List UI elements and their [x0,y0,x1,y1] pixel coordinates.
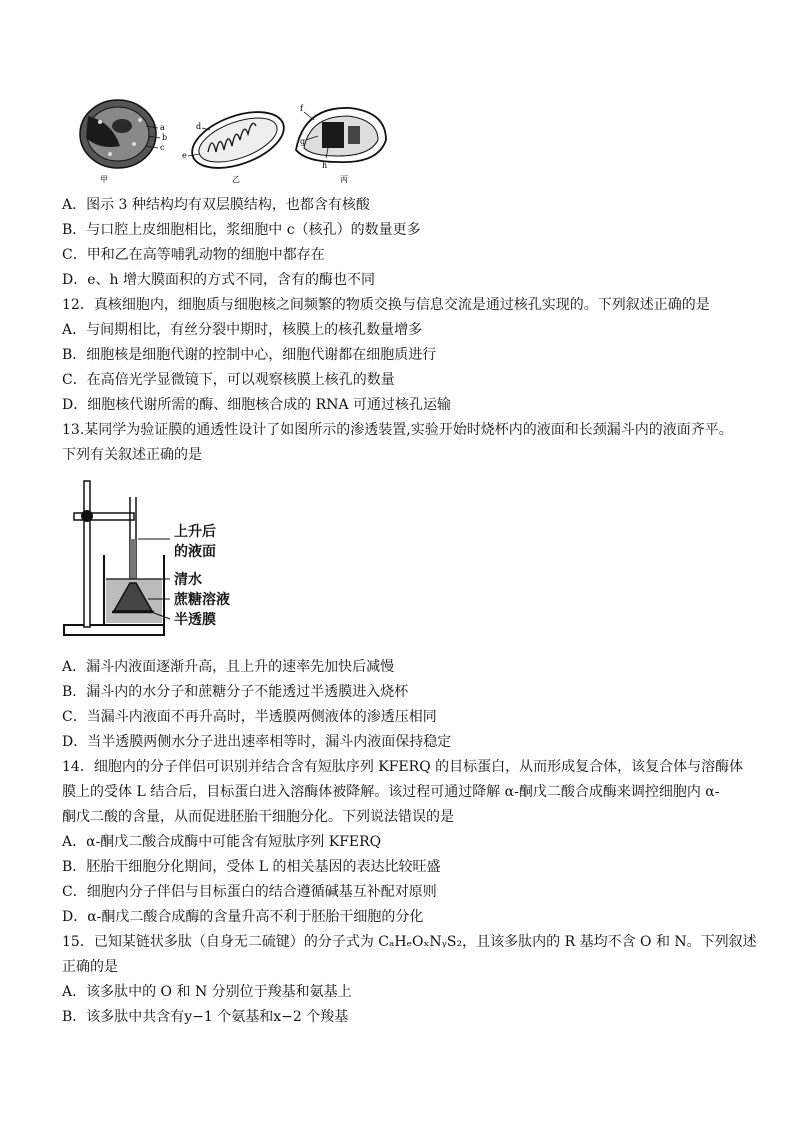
q11-option-a: A．图示 3 种结构均有双层膜结构，也都含有核酸 [62,197,370,213]
label-e: e [182,151,187,160]
label-rise-line2: 的液面 [174,544,216,560]
q14-stem-line1: 14．细胞内的分子伴侣可识别并结合含有短肽序列 KFERQ 的目标蛋白，从而形成复合体，该复合体与溶酶体 [62,759,744,775]
q13-option-d: D．当半透膜两侧水分子进出速率相等时，漏斗内液面保持稳定 [62,734,452,750]
q12-option-c: C．在高倍光学显微镜下，可以观察核膜上核孔的数量 [62,372,395,388]
label-water: 清水 [174,572,202,588]
q13-option-a: A．漏斗内液面逐渐升高，且上升的速率先加快后减慢 [62,659,395,675]
caption-bing: 丙 [340,175,348,184]
q14-option-a: A．α-酮戊二酸合成酶中可能含有短肽序列 KFERQ [62,834,382,850]
label-sucrose: 蔗糖溶液 [174,592,230,608]
q14-stem-line3: 酮戊二酸的含量，从而促进胚胎干细胞分化。下列说法错误的是 [62,809,454,825]
q15-stem-line1: 15．已知某链状多肽（自身无二硫键）的分子式为 CₐHₑOₓNᵧS₂，且该多肽内的 R 基均不含 O 和 N。下列叙述 [62,934,757,950]
q11-option-c: C．甲和乙在高等哺乳动物的细胞中都存在 [62,247,325,263]
q14-stem-line2: 膜上的受体 L 结合后，目标蛋白进入溶酶体被降解。该过程可通过降解 α-酮戊二酸合成酶来调控细胞内 α- [62,784,720,800]
label-c: c [160,143,165,152]
chloroplast-diagram [296,108,386,162]
q13-option-c: C．当漏斗内液面不再升高时，半透膜两侧液体的渗透压相同 [62,709,437,725]
label-h: h [322,161,328,170]
q15-option-b: B．该多肽中共含有y−1 个氨基和x−2 个羧基 [62,1009,349,1025]
q11-option-d: D．e、h 增大膜面积的方式不同，含有的酶也不同 [62,272,375,288]
label-rise-line1: 上升后 [174,524,216,540]
q12-option-d: D．细胞核代谢所需的酶、细胞核合成的 RNA 可通过核孔运输 [62,397,452,413]
q13-stem-line1: 13.某同学为验证膜的通透性设计了如图所示的渗透装置,实验开始时烧杯内的液面和长颈漏斗内的液面齐平。 [62,422,733,438]
caption-yi: 乙 [232,175,240,184]
q12-stem: 12．真核细胞内，细胞质与细胞核之间频繁的物质交换与信息交流是通过核孔实现的。下列叙述正确的是 [62,297,710,313]
label-g: g [300,137,306,146]
q15-stem-line2: 正确的是 [62,959,118,975]
q14-option-b: B．胚胎干细胞分化期间，受体 L 的相关基因的表达比较旺盛 [62,859,441,875]
label-b: b [162,133,168,142]
q15-option-a: A．该多肽中的 O 和 N 分别位于羧基和氨基上 [62,984,352,1000]
q13-stem-line2: 下列有关叙述正确的是 [62,447,202,463]
nucleus-diagram [80,100,160,168]
caption-jia: 甲 [100,175,108,184]
label-d: d [196,122,202,131]
q11-option-b: B．与口腔上皮细胞相比，浆细胞中 c（核孔）的数量更多 [62,222,421,238]
mitochondrion-diagram [185,101,292,179]
q13-option-b: B．漏斗内的水分子和蔗糖分子不能透过半透膜进入烧杯 [62,684,409,700]
q14-option-d: D．α-酮戊二酸合成酶的含量升高不利于胚胎干细胞的分化 [62,909,424,925]
label-f: f [300,104,303,113]
label-membrane: 半透膜 [174,612,216,628]
organelle-figure [60,92,400,184]
q12-option-b: B．细胞核是细胞代谢的控制中心，细胞代谢都在细胞质进行 [62,347,437,363]
q14-option-c: C．细胞内分子伴侣与目标蛋白的结合遵循碱基互补配对原则 [62,884,437,900]
q12-option-a: A．与间期相比，有丝分裂中期时，核膜上的核孔数量增多 [62,322,423,338]
label-a: a [160,123,165,132]
